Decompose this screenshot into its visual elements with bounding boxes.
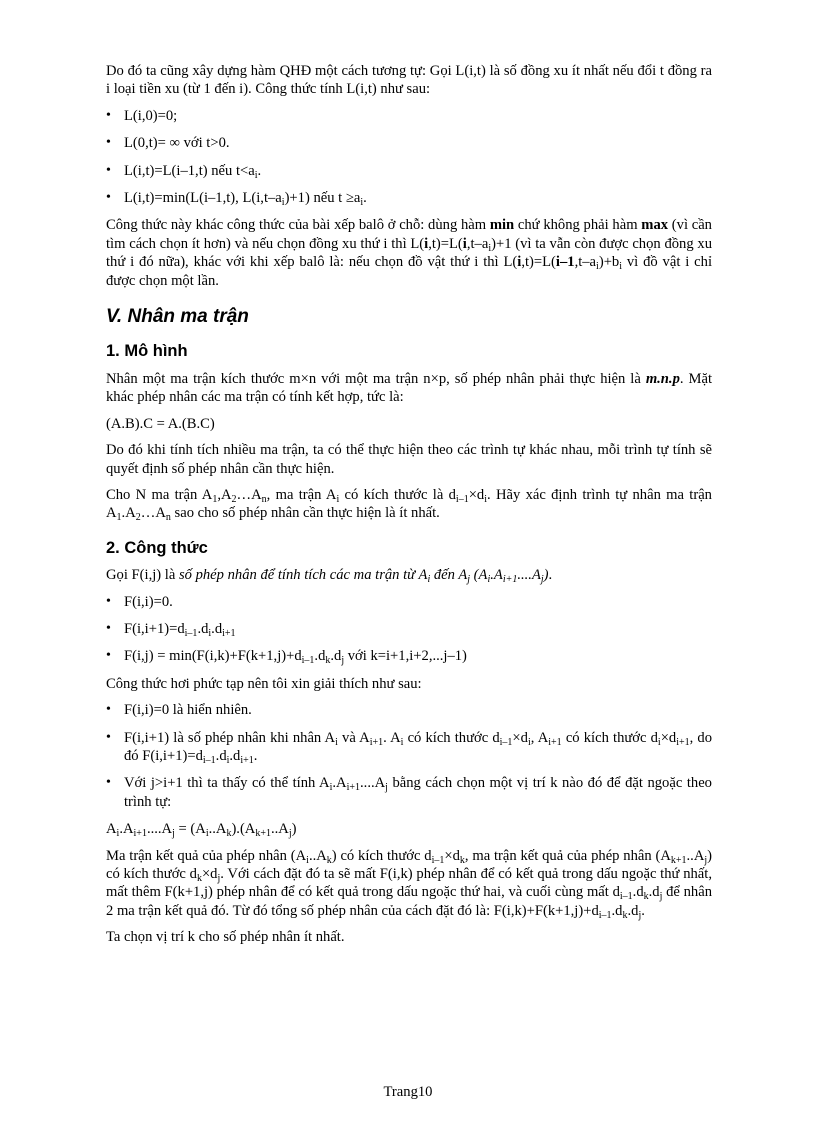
text-run: có kích thước d [561, 729, 658, 746]
text-run: . [253, 747, 258, 764]
text-run: .d [330, 648, 342, 665]
subscript: i–1 [431, 854, 445, 866]
subscript: k [622, 909, 628, 921]
text-run: ).(A [231, 821, 256, 838]
text-run: L(i,t)=L(i–1,t) nếu t<a [124, 162, 255, 179]
subscript: i [400, 736, 404, 748]
section-title: V. Nhân ma trận [106, 306, 249, 328]
text-run: Do đó ta cũng xây dựng hàm QHĐ một cách tương tự: Gọi L(i,t) là số đồng xu ít nhất nếu đổi t đồng ra i loại tiền xu (từ 1 đến i). Công thức tính L(i,t) như sau: [106, 63, 712, 98]
text-run: Ma trận kết quả của phép nhân (A [106, 847, 307, 864]
subscript: i–1 [301, 655, 315, 667]
subscript: i [527, 736, 531, 748]
text-run: max [641, 217, 669, 234]
text-run: . A [383, 729, 401, 746]
bullet-item [106, 701, 712, 719]
model-associativity [106, 415, 712, 433]
text-run: ..A [686, 847, 705, 864]
text-run: L(i,t)=min(L(i–1,t), L(i,t–a [124, 190, 282, 207]
text-run: )+b [598, 254, 620, 271]
text-run: ) [543, 567, 549, 584]
subscript: j [341, 655, 345, 667]
formula-explanation-intro [106, 675, 712, 693]
subscript: i–1 [598, 909, 612, 921]
subscript: i [487, 574, 491, 586]
text-run: Công thức hơi phức tạp nên tôi xin giải thích như sau: [106, 675, 422, 692]
text-run: ×d [444, 847, 460, 864]
subscript: i+1 [369, 736, 384, 748]
parenthesization-formula [106, 820, 712, 838]
intro-paragraph-1 [106, 62, 712, 99]
text-run: .d [229, 747, 241, 764]
subscript: n [261, 493, 267, 505]
subscript: i–1 [455, 493, 469, 505]
bullet-item [106, 593, 712, 611]
text-run: ) [291, 821, 297, 838]
text-run: )+1) nếu t ≥a [284, 190, 361, 207]
text-run: i [424, 235, 429, 252]
subscript: i [329, 782, 333, 794]
text-run: = (A [174, 821, 206, 838]
text-run: ,t–a [574, 254, 597, 271]
text-run: Cho N ma trận A [106, 486, 213, 503]
text-run: Ta chọn vị trí k cho số phép nhân ít nhất. [106, 929, 345, 946]
subscript: j [385, 782, 388, 794]
document-page [106, 62, 712, 955]
text-run: . Mặt khác phép nhân các ma trận có tính kết hợp, tức là: [106, 370, 713, 406]
model-paragraph-3 [106, 441, 712, 478]
subscript: i+1 [222, 627, 236, 639]
text-run: ×d [660, 729, 677, 746]
subscript: k+1 [255, 828, 271, 840]
text-run: i [517, 254, 522, 271]
subsection-title-model: 1. Mô hình [106, 342, 188, 361]
text-run: ....A [146, 821, 173, 838]
subsection-title-formula: 2. Công thức [106, 538, 208, 557]
subscript: i+1 [346, 782, 361, 794]
text-run: , ma trận A [266, 486, 337, 503]
bullet-item [106, 620, 712, 638]
subscript: j [172, 828, 175, 840]
text-run: (vì cần tìm cách chọn ít hơn) và nếu chọn đồng xu thứ i thì L( [106, 217, 712, 252]
bullet-item [106, 774, 712, 811]
text-run: ,t–a [466, 235, 489, 252]
text-run: . [363, 190, 367, 207]
bullet-item [106, 107, 712, 125]
subscript: k+1 [670, 854, 687, 866]
text-run: )+1 (vì ta vẫn còn được chọn đồng xu thứ i đó nữa), khác với khi xếp balô là: nếu chọn đồ vật thứ i thì L( [106, 235, 712, 271]
text-run: .A [332, 775, 347, 792]
subscript: i+1 [240, 754, 254, 766]
text-run: min [489, 217, 515, 234]
text-run: F(i,i+1)=d [124, 620, 185, 637]
text-run: chứ không phải hàm [514, 217, 642, 234]
text-run: . Với cách đặt đó ta sẽ mất F(i,k) phép nhân để có kết quả trong dấu ngoặc thứ nhất, mất thêm F(k+1,j) phép nhân để có kết quả trong dấu ngoặc thứ hai, và cuối cùng mất d [106, 866, 712, 901]
bullet-item [106, 134, 712, 152]
text-run: .d [632, 884, 644, 901]
model-paragraph-1 [106, 370, 712, 407]
text-run: ....A [517, 567, 541, 584]
text-run: .d [627, 902, 639, 919]
text-run: …A [236, 486, 262, 503]
subscript: i [360, 197, 364, 209]
text-run: ..A [208, 821, 227, 838]
text-run: .d [215, 747, 227, 764]
subscript: i–1 [184, 627, 198, 639]
text-run: F(i,i+1) là số phép nhân khi nhân A [124, 729, 336, 746]
subscript: i+1 [676, 736, 690, 748]
text-run: F(i,i)=0. [124, 593, 173, 610]
subscript: i [116, 828, 120, 840]
subscript: j [467, 574, 471, 586]
subscript: j [288, 828, 292, 840]
text-run: . Hãy xác định trình tự nhân ma trận A [106, 486, 712, 522]
formula-definition [106, 566, 712, 584]
page-number: Trang10 [383, 1084, 433, 1100]
text-run: .d [211, 620, 223, 637]
subscript: i–1 [202, 754, 216, 766]
subscript: i [619, 261, 622, 273]
text-run: . [257, 162, 262, 179]
conclusion-paragraph [106, 928, 712, 946]
subscript: k [196, 873, 202, 884]
text-run: .d [611, 902, 623, 919]
text-run: Do đó khi tính tích nhiều ma trận, ta có thể thực hiện theo các trình tự khác nhau, mỗi trình tự tính sẽ quyết định số phép nhân cần thực hiện. [106, 442, 712, 477]
subscript: i [488, 242, 492, 254]
subscript: k [325, 655, 331, 667]
text-run: ) có kích thước d [106, 847, 713, 882]
text-run: ..A [271, 821, 289, 838]
text-run: L(i,0)=0; [124, 107, 178, 124]
subscript: k [459, 854, 465, 866]
text-run: ) có kích thước d [331, 847, 432, 864]
text-run: .d [648, 884, 660, 901]
text-run: F(i,j) = min(F(i,k)+F(k+1,j)+d [124, 648, 302, 665]
subscript: j [540, 574, 544, 586]
subscript: i–1 [619, 891, 633, 903]
text-run: …A [140, 505, 166, 522]
text-run: ,A [217, 486, 232, 503]
text-run: Công thức này khác công thức của bài xếp balô ở chỗ: dùng hàm [106, 217, 490, 234]
subscript: i [657, 736, 661, 748]
text-run: i–1 [555, 254, 575, 271]
subscript: k [226, 828, 232, 840]
text-run: để nhân 2 ma trận kết quả đó. Từ đó tổng số phép nhân của cách đặt đó là: F(i,k)+F(k+1,j)+d [106, 884, 712, 919]
subscript: i [208, 627, 212, 639]
text-run: ....A [360, 775, 386, 792]
text-run: ×d [468, 486, 485, 503]
formula-list [106, 593, 712, 666]
text-run: và A [337, 729, 370, 746]
text-run: i [462, 235, 467, 252]
text-run: .A [121, 505, 136, 522]
bullet-item [106, 162, 712, 180]
text-run: đến A [430, 567, 468, 584]
subscript: i [226, 754, 230, 766]
text-run: số phép nhân để tính tích các ma trận từ A [178, 567, 428, 584]
subscript: i [484, 493, 488, 505]
subscript: k [326, 854, 332, 866]
text-run: (A.B).C = A.(B.C) [106, 415, 215, 432]
subscript: 2 [231, 493, 237, 505]
text-run: , do đó F(i,i+1)=d [124, 729, 713, 764]
text-run: .d [197, 620, 209, 637]
subscript: i [596, 261, 599, 273]
bullet-item [106, 189, 712, 207]
subscript: j [638, 909, 642, 921]
subscript: i–1 [499, 736, 513, 748]
intro-paragraph-2 [106, 216, 712, 290]
subscript: i [427, 574, 431, 586]
text-run: L(0,t)= ∞ với t>0. [124, 135, 230, 152]
text-run: có kích thước d [403, 729, 500, 746]
text-run: với k=i+1,i+2,...j–1) [344, 648, 467, 665]
text-run: bằng cách chọn một vị trí k nào đó để đặt ngoặc theo trình tự: [124, 775, 712, 810]
subscript: i+1 [502, 574, 518, 586]
subscript: n [165, 512, 171, 524]
subscript: 2 [135, 512, 141, 524]
bullet-item [106, 729, 712, 766]
text-run: .d [314, 648, 326, 665]
text-run: sao cho số phép nhân cần thực hiện là ít nhất. [170, 505, 440, 522]
text-run: có kích thước là d [339, 486, 456, 503]
subscript: j [659, 891, 663, 903]
text-run: ×d [201, 866, 218, 882]
text-run: . [548, 567, 553, 584]
subscript: 1 [116, 512, 122, 524]
bullet-item [106, 647, 712, 665]
subscript: j [217, 873, 221, 884]
text-run: . [641, 902, 645, 919]
text-run: Nhân một ma trận kích thước m×n với một ma trận n×p, số phép nhân phải thực hiện là [106, 370, 646, 387]
text-run: Gọi F(i,j) là [106, 567, 179, 584]
text-run: Với j>i+1 thì ta thấy có thể tính A [124, 775, 330, 792]
subscript: i+1 [133, 828, 147, 840]
model-problem-statement [106, 486, 712, 523]
subscript: i [335, 736, 338, 748]
text-run: ,t)=L( [428, 235, 463, 252]
text-run: A [106, 821, 117, 838]
explanation-paragraph [106, 847, 712, 921]
subscript: i [306, 854, 309, 866]
text-run: ,t)=L( [521, 254, 556, 271]
subscript: i [336, 493, 340, 505]
text-run: .A [119, 821, 134, 838]
text-run: ..A [308, 847, 327, 864]
subscript: i [254, 169, 258, 181]
text-run: m.n.p [645, 370, 680, 387]
subscript: j [704, 854, 708, 866]
subscript: 1 [212, 493, 218, 505]
subscript: i [205, 828, 209, 840]
text-run: (A [470, 567, 488, 584]
subscript: k [643, 891, 649, 903]
text-run: vì đồ vật i chỉ được chọn một lần. [106, 254, 712, 289]
explanation-list [106, 701, 712, 811]
text-run: .A [490, 567, 503, 584]
intro-formula-list [106, 107, 712, 208]
text-run: , A [530, 729, 549, 746]
subscript: i+1 [548, 736, 562, 748]
text-run: F(i,i)=0 là hiển nhiên. [124, 702, 252, 719]
text-run: ×d [512, 729, 528, 746]
subscript: i [281, 197, 285, 209]
text-run: , ma trận kết quả của phép nhân (A [464, 847, 671, 864]
